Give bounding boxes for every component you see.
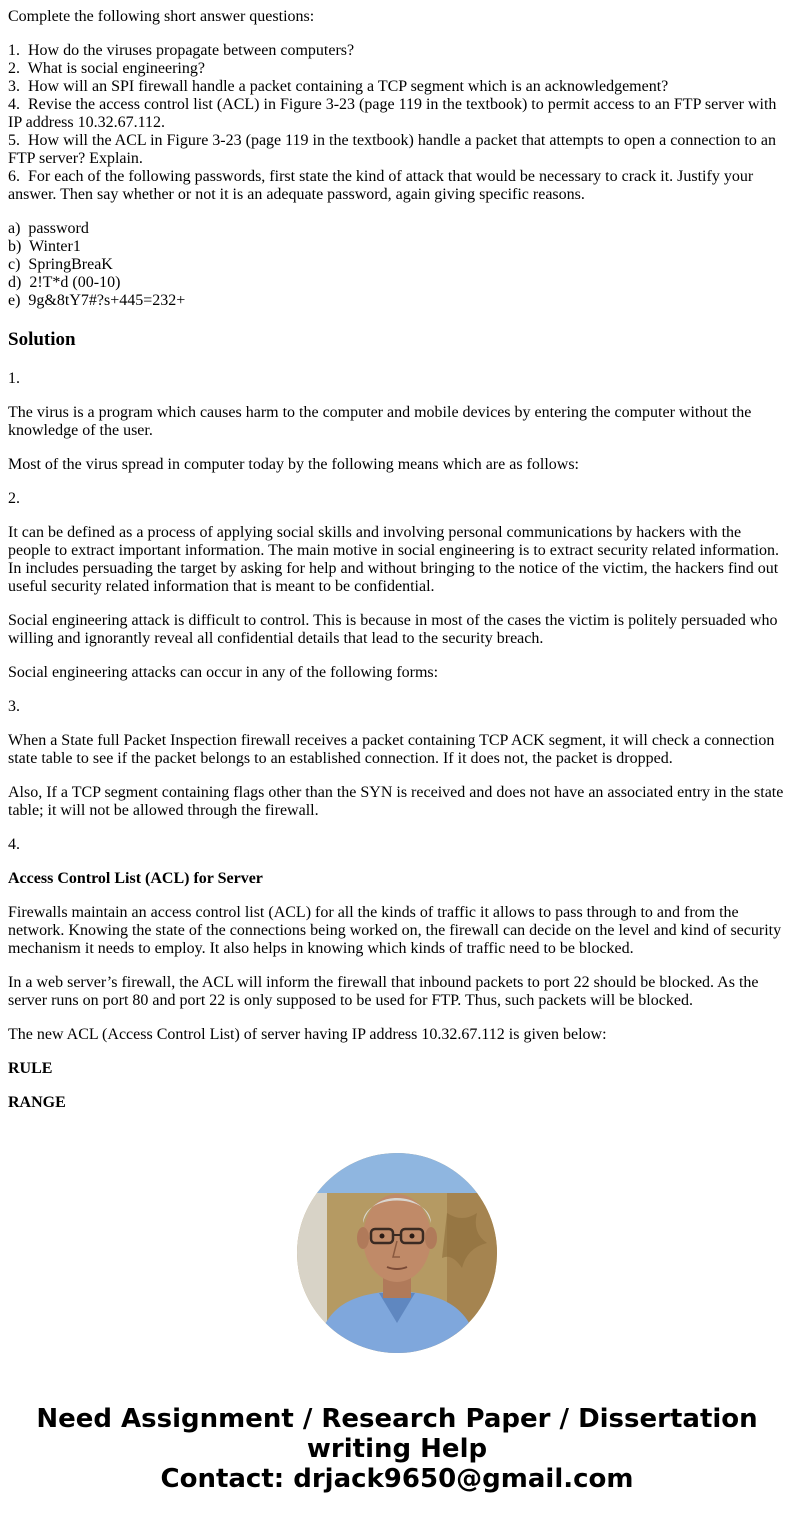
password-item: d) 2!T*d (00-10) [8,274,121,291]
answer-number: 2. [8,490,20,507]
answer-number: 4. [8,836,20,853]
password-list [8,220,786,310]
answer-paragraph: The new ACL (Access Control List) of server having IP address 10.32.67.112 is given below: [8,1026,607,1043]
answer-paragraph: Social engineering attack is difficult to control. This is because in most of the cases the victim is politely persuaded who willing and ignorantly reveal all confidential details that lead to the security breach. [8,612,778,647]
avatar [297,1153,497,1353]
person-portrait-icon [297,1153,497,1353]
answer-paragraph: Most of the virus spread in computer today by the following means which are as follows: [8,456,579,473]
solution-heading: Solution [8,329,76,350]
promo-banner [0,1404,794,1494]
password-item: a) password [8,220,89,237]
range-label: RANGE [8,1094,66,1111]
acl-heading: Access Control List (ACL) for Server [8,870,263,887]
promo-line: writing Help [306,1434,488,1464]
answer-paragraph: Social engineering attacks can occur in any of the following forms: [8,664,439,681]
answer-paragraph: It can be defined as a process of applying social skills and involving personal communications by hackers with the people to extract important information. The main motive in social engineering is to extract security related information. In includes persuading the target by asking for help and without bringing to the notice of the victim, the hackers find out useful security related information that is meant to be confidential. [8,524,780,595]
answer-paragraph: The virus is a program which causes harm to the computer and mobile devices by entering the computer without the knowledge of the user. [8,404,752,439]
password-item: c) SpringBreaK [8,256,113,273]
question-item: 4. Revise the access control list (ACL) in Figure 3-23 (page 119 in the textbook) to permit access to an FTP server with IP address 10.32.67.112. [8,96,781,131]
promo-contact: Contact: drjack9650@gmail.com [160,1464,634,1494]
answer-paragraph: In a web server’s firewall, the ACL will inform the firewall that inbound packets to port 22 should be blocked. As the server runs on port 80 and port 22 is only supposed to be used for FTP. Thus, such packets will be blocked. [8,974,759,1009]
question-item: 3. How will an SPI firewall handle a packet containing a TCP segment which is an acknowledgement? [8,78,669,95]
question-item: 6. For each of the following passwords, first state the kind of attack that would be necessary to crack it. Justify your answer. Then say whether or not it is an adequate password, again giving specific reasons. [8,168,758,203]
promo-line: Need Assignment / Research Paper / Dissertation [36,1404,758,1434]
intro-text: Complete the following short answer questions: [8,8,315,25]
question-item: 5. How will the ACL in Figure 3-23 (page 119 in the textbook) handle a packet that attempts to open a connection to an FTP server? Explain. [8,132,780,167]
question-item: 1. How do the viruses propagate between computers? [8,42,355,59]
answer-paragraph: Also, If a TCP segment containing flags other than the SYN is received and does not have an associated entry in the state table; it will not be allowed through the firewall. [8,784,784,819]
question-list [8,42,786,204]
password-item: e) 9g&8tY7#?s+445=232+ [8,292,186,309]
answer-paragraph: When a State full Packet Inspection firewall receives a packet containing TCP ACK segment, it will check a connection state table to see if the packet belongs to an established connection. If it does not, the packet is dropped. [8,732,775,767]
rule-label: RULE [8,1060,53,1077]
answer-paragraph: Firewalls maintain an access control list (ACL) for all the kinds of traffic it allows to pass through to and from the network. Knowing the state of the connections being worked on, the firewall can decide on the level and kind of security mechanism it needs to employ. It also helps in knowing which kinds of traffic need to be blocked. [8,904,782,957]
answer-number: 3. [8,698,20,715]
question-item: 2. What is social engineering? [8,60,205,77]
password-item: b) Winter1 [8,238,81,255]
answer-number: 1. [8,370,20,387]
